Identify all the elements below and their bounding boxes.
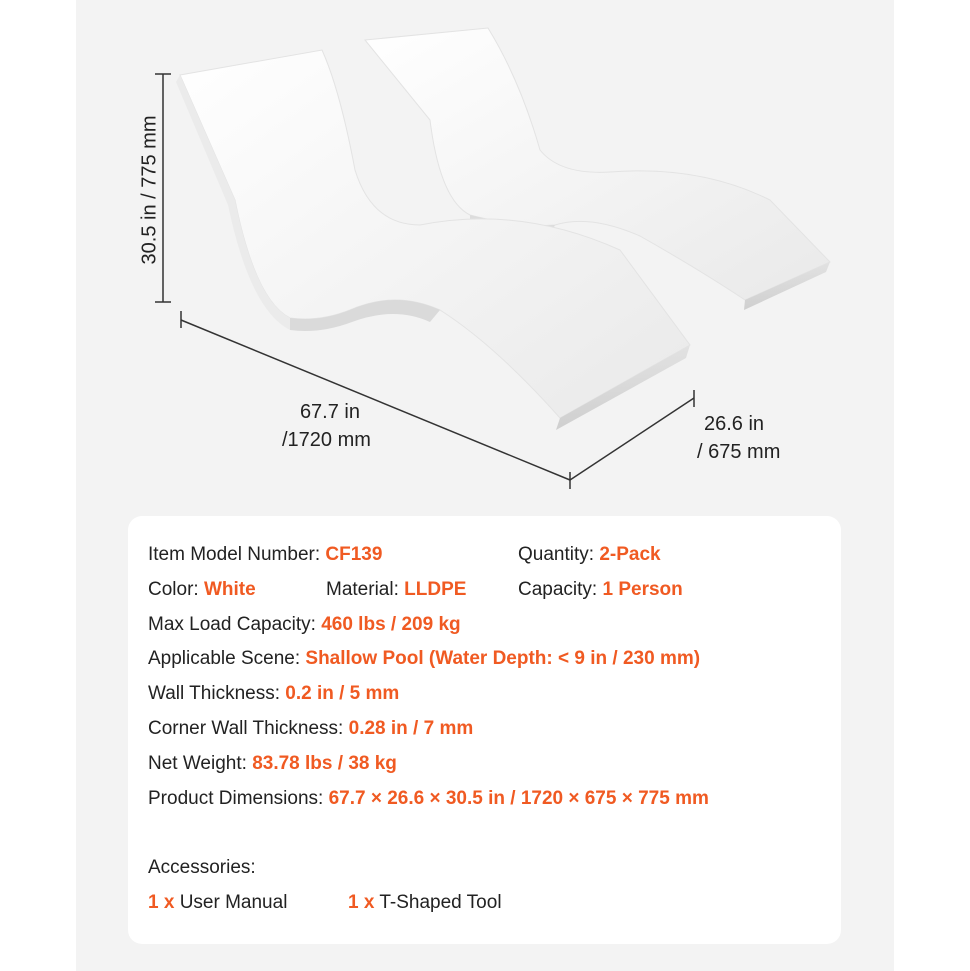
wall-label: Wall Thickness: [148, 683, 280, 704]
accessory-count: 1 x [148, 892, 175, 913]
product-dim-value: 67.7 × 26.6 × 30.5 in / 1720 × 675 × 775 mm [328, 788, 709, 809]
length-dimension-label [282, 398, 371, 454]
spec-model [148, 544, 382, 566]
spec-color [148, 579, 256, 601]
product-dim-label: Product Dimensions: [148, 788, 324, 809]
quantity-label: Quantity: [518, 544, 595, 565]
net-weight-value: 83.78 lbs / 38 kg [252, 753, 397, 774]
accessory-item [148, 892, 287, 914]
color-label: Color: [148, 579, 199, 600]
length-line-1: 67.7 in [299, 401, 360, 423]
spec-capacity [518, 579, 683, 601]
capacity-label: Capacity: [518, 579, 598, 600]
material-value: LLDPE [404, 579, 467, 600]
corner-label: Corner Wall Thickness: [148, 718, 344, 739]
height-dimension-label: 30.5 in / 775 mm [138, 115, 161, 265]
corner-value: 0.28 in / 7 mm [348, 718, 474, 739]
scene-value: Shallow Pool (Water Depth: < 9 in / 230 mm) [305, 648, 701, 669]
model-label: Item Model Number: [148, 544, 321, 565]
accessory-count: 1 x [348, 892, 375, 913]
spec-quantity [518, 544, 661, 566]
accessory-name: User Manual [179, 892, 288, 913]
max-load-label: Max Load Capacity: [148, 614, 316, 635]
accessories-title: Accessories: [148, 857, 256, 878]
scene-label: Applicable Scene: [148, 648, 301, 669]
spec-max-load [148, 614, 461, 636]
spec-material [326, 579, 466, 601]
spec-wall-thickness [148, 683, 399, 705]
spec-net-weight [148, 753, 397, 775]
wall-value: 0.2 in / 5 mm [285, 683, 400, 704]
spec-scene [148, 648, 700, 670]
length-line-2: /1720 mm [282, 429, 371, 451]
quantity-value: 2-Pack [599, 544, 661, 565]
material-label: Material: [326, 579, 399, 600]
capacity-value: 1 Person [602, 579, 683, 600]
spec-card [128, 516, 841, 944]
spec-product-dimensions [148, 788, 709, 810]
width-line-2: / 675 mm [697, 441, 781, 463]
accessory-item [348, 892, 502, 914]
max-load-value: 460 lbs / 209 kg [321, 614, 461, 635]
width-line-1: 26.6 in [704, 413, 765, 435]
spec-corner-wall [148, 718, 473, 740]
color-value: White [203, 579, 256, 600]
accessory-name: T-Shaped Tool [379, 892, 502, 913]
model-value: CF139 [325, 544, 383, 565]
net-weight-label: Net Weight: [148, 753, 247, 774]
width-dimension-label [697, 410, 780, 466]
